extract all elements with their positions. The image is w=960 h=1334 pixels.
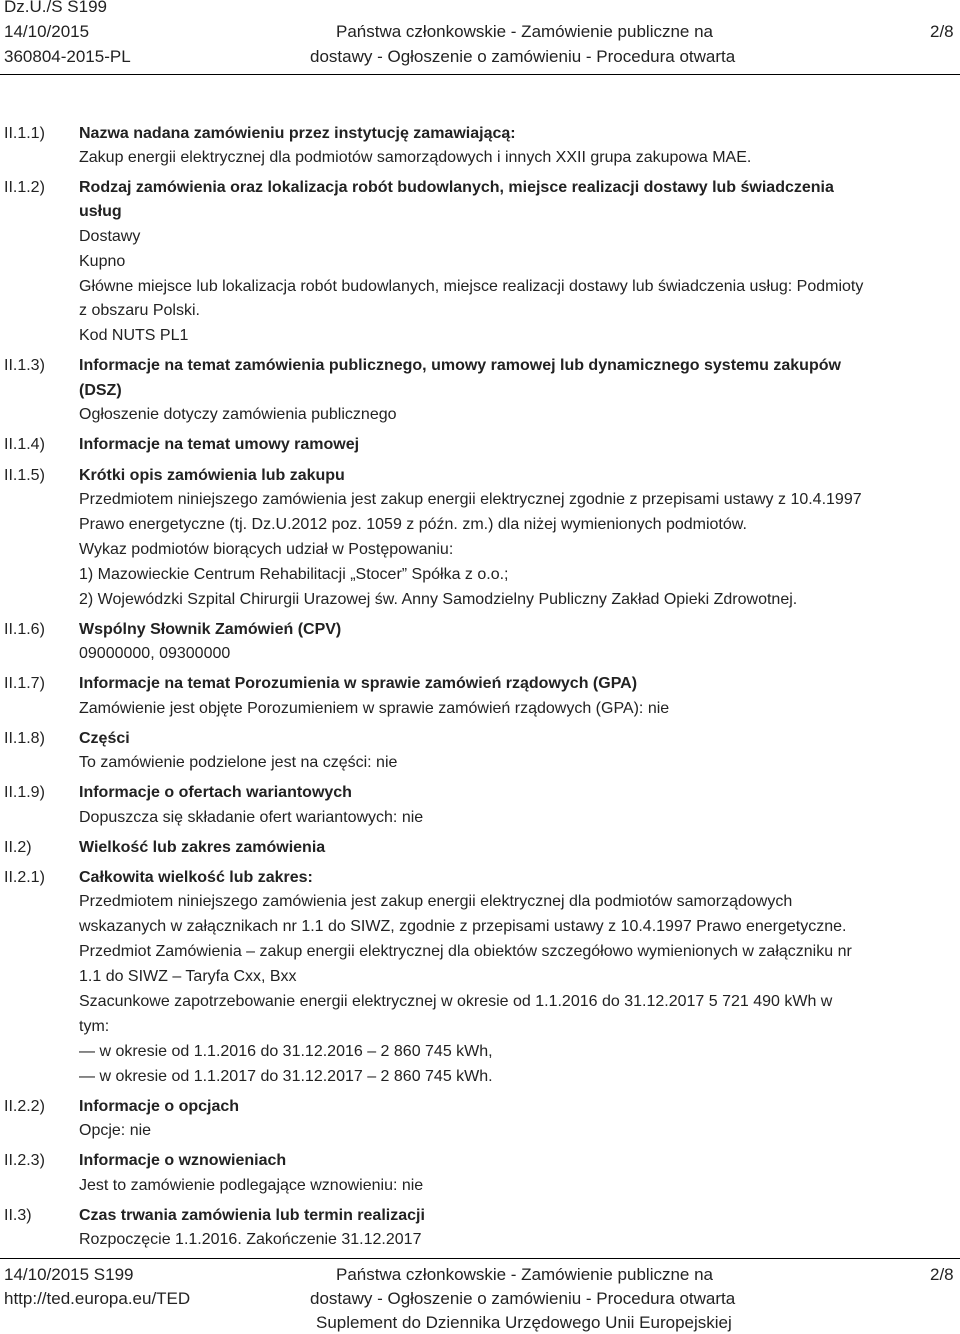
- section-heading: Wspólny Słownik Zamówień (CPV): [79, 621, 342, 638]
- section-heading: Czas trwania zamówienia lub termin realizacji: [79, 1207, 425, 1224]
- scope-line: tym:: [79, 1018, 110, 1035]
- section-text: Dopuszcza się składanie ofert wariantowych: nie: [79, 809, 424, 826]
- header-page-number: 2/8: [930, 22, 954, 41]
- scope-line: 1.1 do SIWZ – Taryfa Cxx, Bxx: [79, 968, 297, 985]
- section-heading: Rodzaj zamówienia oraz lokalizacja robót budowlanych, miejsce realizacji dostawy lub świadczenia: [79, 179, 834, 196]
- scope-line: — w okresie od 1.1.2017 do 31.12.2017 – 2 860 745 kWh.: [79, 1068, 493, 1085]
- section-text: Jest to zamówienie podlegające wznowieniu: nie: [79, 1177, 424, 1194]
- section-number: II.1.8): [4, 730, 45, 747]
- section-number: II.2.2): [4, 1098, 45, 1115]
- scope-line: Przedmiotem niniejszego zamówienia jest zakup energii elektrycznej dla podmiotów samorządowych: [79, 893, 793, 910]
- nuts-code: Kod NUTS PL1: [79, 327, 189, 344]
- section-number: II.1.4): [4, 436, 45, 453]
- section-heading: Krótki opis zamówienia lub zakupu: [79, 467, 345, 484]
- section-text: Ogłoszenie dotyczy zamówienia publicznego: [79, 406, 397, 423]
- section-text: Opcje: nie: [79, 1122, 152, 1139]
- section-number: II.1.3): [4, 357, 45, 374]
- footer-divider: [0, 1258, 960, 1259]
- contract-type: Dostawy: [79, 228, 141, 245]
- section-number: II.1.6): [4, 621, 45, 638]
- scope-line: Przedmiot Zamówienia – zakup energii elektrycznej dla obiektów szczegółowo wymienionych w załączniku nr: [79, 943, 852, 960]
- section-heading: Nazwa nadana zamówieniu przez instytucję zamawiającą:: [79, 125, 516, 142]
- description-line: 2) Wojewódzki Szpital Chirurgii Urazowej św. Anny Samodzielny Publiczny Zakład Opieki Zdrowotnej.: [79, 591, 798, 608]
- section-heading: Informacje na temat umowy ramowej: [79, 436, 360, 453]
- footer-title-line3: Suplement do Dziennika Urzędowego Unii Europejskiej: [316, 1313, 732, 1332]
- section-number: II.3): [4, 1207, 32, 1224]
- footer-title-line2: dostawy - Ogłoszenie o zamówieniu - Procedura otwarta: [310, 1289, 736, 1308]
- section-heading: Informacje o wznowieniach: [79, 1152, 287, 1169]
- header-divider: [0, 74, 960, 75]
- scope-line: wskazanych w załącznikach nr 1.1 do SIWZ, zgodnie z przepisami ustawy z 10.4.1997 Prawo energetyczne.: [79, 918, 847, 935]
- section-heading: Informacje na temat zamówienia publicznego, umowy ramowej lub dynamicznego systemu zakupów: [79, 357, 841, 374]
- footer-title-line1: Państwa członkowskie - Zamówienie publiczne na: [336, 1265, 714, 1284]
- section-number: II.2): [4, 839, 32, 856]
- section-number: II.2.3): [4, 1152, 45, 1169]
- section-number: II.1.9): [4, 784, 45, 801]
- contract-title: Zakup energii elektrycznej dla podmiotów samorządowych i innych XXII grupa zakupowa MAE.: [79, 149, 752, 166]
- section-heading-cont: usług: [79, 203, 122, 220]
- section-number: II.1.2): [4, 179, 45, 196]
- section-heading-cont: (DSZ): [79, 382, 122, 399]
- scope-line: Szacunkowe zapotrzebowanie energii elektrycznej w okresie od 1.1.2016 do 31.12.2017 5 721 490 kWh w: [79, 993, 833, 1010]
- section-text: Rozpoczęcie 1.1.2016. Zakończenie 31.12.2017: [79, 1231, 422, 1248]
- location-text-cont: z obszaru Polski.: [79, 302, 200, 319]
- header-title-line2: dostawy - Ogłoszenie o zamówieniu - Procedura otwarta: [310, 47, 736, 66]
- scope-line: — w okresie od 1.1.2016 do 31.12.2016 – 2 860 745 kWh,: [79, 1043, 493, 1060]
- footer-date-issue: 14/10/2015 S199: [4, 1265, 134, 1284]
- header-title-line1: Państwa członkowskie - Zamówienie publiczne na: [336, 22, 714, 41]
- footer-url[interactable]: http://ted.europa.eu/TED: [4, 1289, 191, 1308]
- description-line: Przedmiotem niniejszego zamówienia jest zakup energii elektrycznej zgodnie z przepisami ustawy z 10.4.1997: [79, 491, 862, 508]
- section-heading: Informacje o opcjach: [79, 1098, 240, 1115]
- header-date: 14/10/2015: [4, 22, 90, 41]
- section-heading: Informacje o ofertach wariantowych: [79, 784, 352, 801]
- section-heading: Wielkość lub zakres zamówienia: [79, 839, 326, 856]
- section-heading: Części: [79, 730, 130, 747]
- section-number: II.2.1): [4, 869, 45, 886]
- section-number: II.1.1): [4, 125, 45, 142]
- section-heading: Informacje na temat Porozumienia w sprawie zamówień rządowych (GPA): [79, 675, 638, 692]
- section-number: II.1.7): [4, 675, 45, 692]
- description-line: Prawo energetyczne (tj. Dz.U.2012 poz. 1059 z późn. zm.) dla niżej wymienionych podmiotów.: [79, 516, 747, 533]
- section-heading: Całkowita wielkość lub zakres:: [79, 869, 313, 886]
- cpv-codes: 09000000, 09300000: [79, 645, 231, 662]
- description-line: 1) Mazowieckie Centrum Rehabilitacji „Stocer” Spółka z o.o.;: [79, 566, 509, 583]
- journal-ref: Dz.U./S S199: [4, 0, 107, 16]
- location-text: Główne miejsce lub lokalizacja robót budowlanych, miejsce realizacji dostawy lub świadczenia usług: Podmioty: [79, 278, 864, 295]
- section-number: II.1.5): [4, 467, 45, 484]
- notice-number: 360804-2015-PL: [4, 47, 131, 66]
- section-text: To zamówienie podzielone jest na części: nie: [79, 754, 398, 771]
- contract-subtype: Kupno: [79, 253, 126, 270]
- footer-page-number: 2/8: [930, 1265, 954, 1284]
- description-line: Wykaz podmiotów biorących udział w Postępowaniu:: [79, 541, 454, 558]
- section-text: Zamówienie jest objęte Porozumieniem w sprawie zamówień rządowych (GPA): nie: [79, 700, 670, 717]
